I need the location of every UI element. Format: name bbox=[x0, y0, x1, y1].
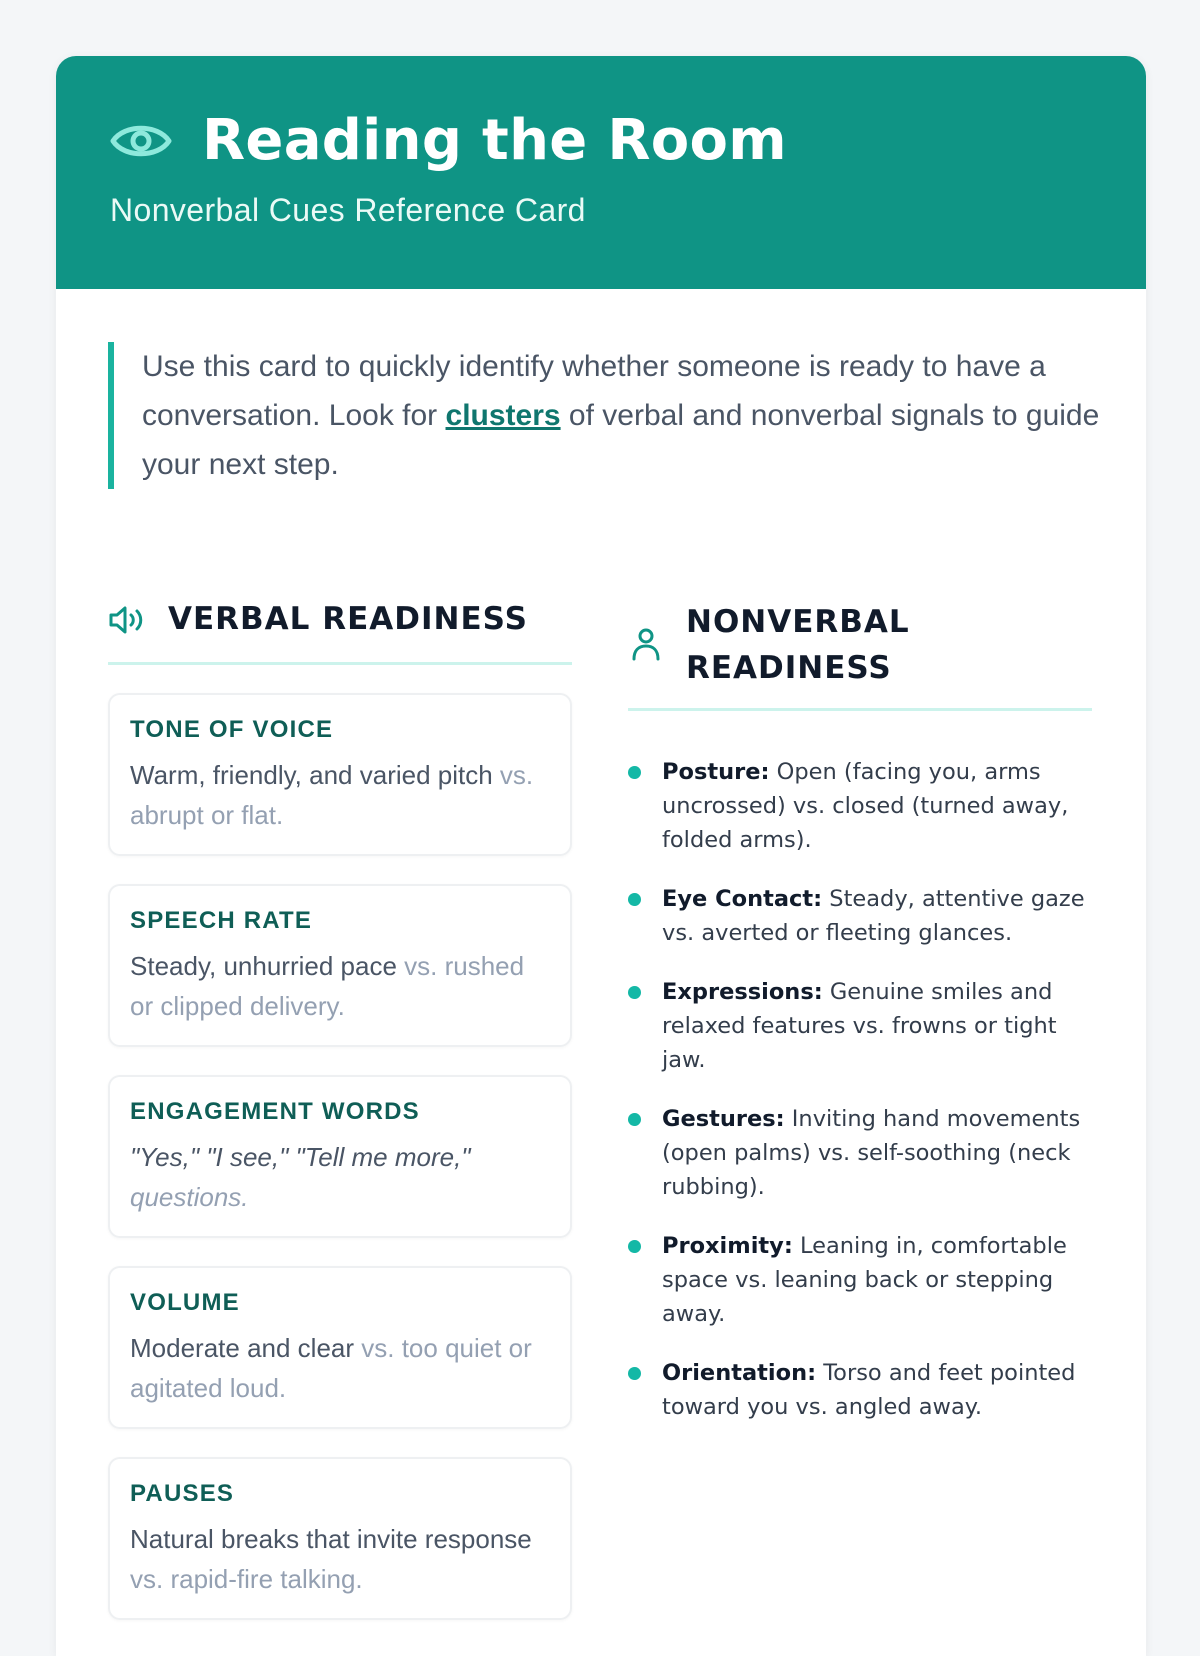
signal-text: Steady, attentive gaze vs. averted or fleeting glances. bbox=[662, 886, 1085, 946]
bullet-icon bbox=[628, 1367, 641, 1380]
signal-label: Posture: bbox=[662, 759, 770, 785]
signal-label: Proximity: bbox=[662, 1233, 793, 1259]
list-item bbox=[628, 975, 1092, 1077]
cue-positive: Natural breaks that invite response bbox=[130, 1524, 532, 1554]
bullet-icon bbox=[628, 766, 641, 779]
speaker-icon bbox=[108, 604, 148, 636]
eye-icon bbox=[110, 119, 172, 163]
cue-positive: "Yes," "I see," "Tell me more," bbox=[130, 1142, 471, 1172]
cue-contrast: vs. too quiet or agitated loud. bbox=[130, 1333, 532, 1403]
verbal-section-title: VERBAL READINESS bbox=[168, 601, 528, 637]
cue-card bbox=[108, 1075, 572, 1238]
cue-positive: Warm, friendly, and varied pitch bbox=[130, 760, 493, 790]
cue-label: PAUSES bbox=[130, 1480, 235, 1507]
signal-label: Gestures: bbox=[662, 1106, 785, 1132]
cue-contrast: questions. bbox=[130, 1182, 249, 1212]
cue-contrast: vs. rushed or clipped delivery. bbox=[130, 951, 525, 1021]
cue-description bbox=[130, 1137, 550, 1217]
cue-label: VOLUME bbox=[130, 1289, 240, 1316]
title-row bbox=[110, 108, 1092, 174]
intro-text-before: Use this card to quickly identify whether someone is ready to have a conversation. Look for bbox=[142, 350, 1046, 432]
signal-text: Genuine smiles and relaxed features vs. frowns or tight jaw. bbox=[662, 979, 1057, 1073]
signal-text: Open (facing you, arms uncrossed) vs. closed (turned away, folded arms). bbox=[662, 759, 1069, 853]
cue-contrast: vs. rapid-fire talking. bbox=[130, 1564, 363, 1594]
cue-positive: Steady, unhurried pace bbox=[130, 951, 397, 981]
intro-callout bbox=[108, 342, 1122, 489]
cue-description bbox=[130, 755, 550, 835]
signal-list bbox=[628, 755, 1092, 1424]
page-subtitle: Nonverbal Cues Reference Card bbox=[110, 192, 586, 228]
list-item bbox=[628, 882, 1092, 950]
list-item bbox=[628, 1102, 1092, 1204]
verbal-readiness-section bbox=[108, 596, 572, 1620]
cue-contrast: vs. abrupt or flat. bbox=[130, 760, 534, 830]
verbal-section-header bbox=[108, 596, 572, 665]
person-icon bbox=[628, 626, 664, 662]
list-item bbox=[628, 1229, 1092, 1331]
signal-text: Leaning in, comfortable space vs. leaning back or stepping away. bbox=[662, 1233, 1067, 1327]
page-title: Reading the Room bbox=[202, 108, 787, 173]
signal-text: Torso and feet pointed toward you vs. angled away. bbox=[662, 1360, 1076, 1420]
cue-card bbox=[108, 1266, 572, 1429]
reference-card bbox=[56, 56, 1146, 1656]
cue-description bbox=[130, 1519, 550, 1599]
list-item bbox=[628, 1356, 1092, 1424]
cue-card bbox=[108, 1457, 572, 1620]
cue-card bbox=[108, 693, 572, 856]
list-item bbox=[628, 755, 1092, 857]
cue-card bbox=[108, 884, 572, 1047]
cue-positive: Moderate and clear bbox=[130, 1333, 355, 1363]
signal-label: Eye Contact: bbox=[662, 886, 823, 912]
card-header bbox=[56, 56, 1146, 289]
cue-description bbox=[130, 946, 550, 1026]
intro-text-after: of verbal and nonverbal signals to guide your next step. bbox=[142, 399, 1100, 481]
nonverbal-section-title: NONVERBAL READINESS bbox=[686, 604, 910, 686]
cue-label: TONE OF VOICE bbox=[130, 716, 334, 743]
clusters-link[interactable]: clusters bbox=[445, 399, 561, 432]
nonverbal-readiness-section bbox=[628, 596, 1092, 1449]
bullet-icon bbox=[628, 893, 641, 906]
nonverbal-section-header bbox=[628, 596, 1092, 711]
bullet-icon bbox=[628, 986, 641, 999]
signal-text: Inviting hand movements (open palms) vs. self-soothing (neck rubbing). bbox=[662, 1106, 1081, 1200]
cue-description bbox=[130, 1328, 550, 1408]
signal-label: Expressions: bbox=[662, 979, 823, 1005]
bullet-icon bbox=[628, 1113, 641, 1126]
bullet-icon bbox=[628, 1240, 641, 1253]
cue-label: ENGAGEMENT WORDS bbox=[130, 1098, 420, 1125]
cue-label: SPEECH RATE bbox=[130, 907, 313, 934]
signal-label: Orientation: bbox=[662, 1360, 817, 1386]
